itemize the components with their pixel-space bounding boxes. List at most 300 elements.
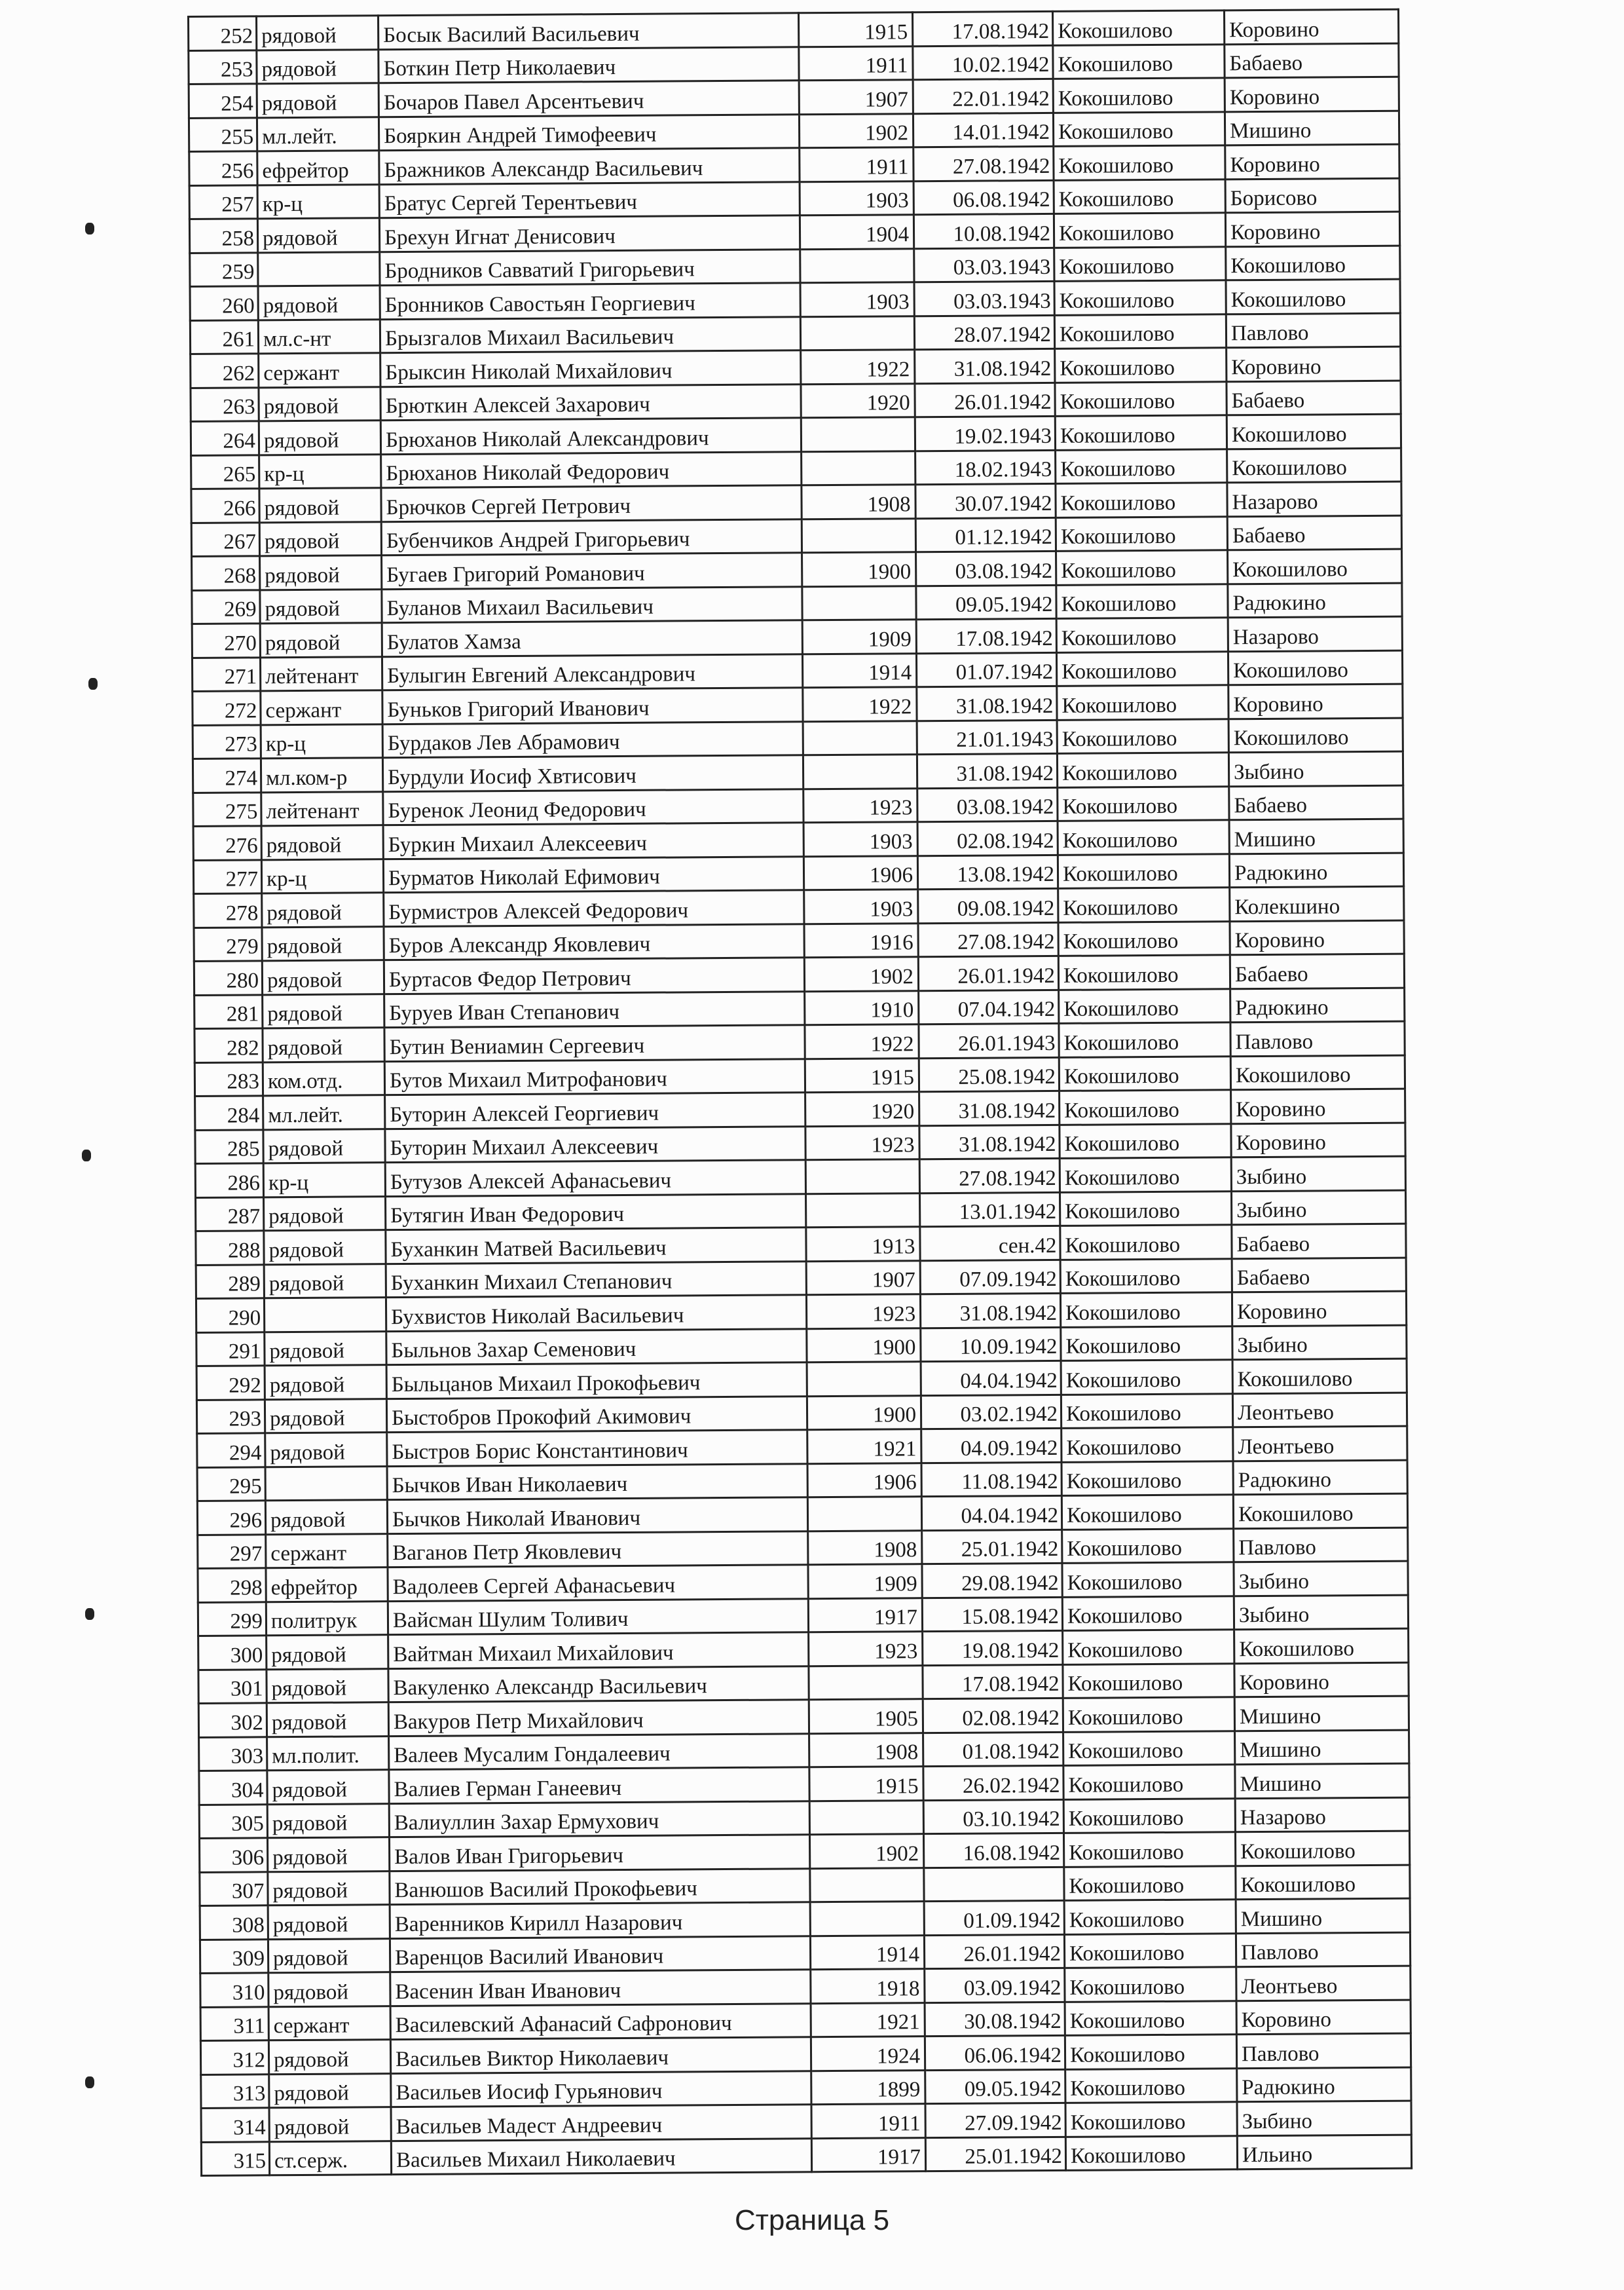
full-name-cell: Валеев Мусалим Гондалеевич [389,1733,809,1769]
row-number-cell: 308 [200,1905,268,1940]
full-name-cell: Бояркин Андрей Тимофеевич [378,114,799,150]
death-date-cell: 27.08.1942 [913,146,1054,181]
death-date-cell: 09.08.1942 [918,888,1058,923]
full-name-cell: Бутягин Иван Федорович [386,1193,806,1229]
rank-cell: рядовой [257,218,379,253]
birth-year-cell: 1922 [805,1024,919,1059]
full-name-cell: Бражников Александр Васильевич [379,148,800,184]
full-name-cell: Булатов Хамза [382,620,802,656]
full-name-cell: Валиуллин Захар Ермухович [389,1801,809,1837]
reburial-place-cell: Назарово [1227,481,1401,516]
reburial-place-cell: Мишино [1236,1898,1410,1933]
birth-year-cell [805,1159,919,1194]
reburial-place-cell: Коровино [1227,347,1401,381]
death-date-cell: 03.08.1942 [917,787,1058,822]
burial-place-cell: Кокошилово [1065,2035,1236,2069]
death-date-cell: 03.03.1943 [914,248,1054,282]
death-date-cell: 11.08.1942 [921,1462,1061,1497]
reburial-place-cell: Назарово [1228,616,1402,651]
full-name-cell: Брюханов Николай Александрович [380,418,801,454]
death-date-cell [924,1867,1064,1902]
reburial-place-cell: Зыбино [1231,1156,1405,1191]
row-number-cell: 307 [200,1871,268,1905]
row-number-cell: 262 [191,354,259,388]
full-name-cell: Бочаров Павел Арсентьевич [378,81,799,117]
full-name-cell: Бычков Николай Иванович [387,1497,807,1533]
rank-cell: рядовой [268,1905,390,1940]
rank-cell: рядовой [268,2040,390,2074]
full-name-cell: Бутин Вениамин Сергеевич [384,1025,805,1061]
row-number-cell: 299 [198,1602,266,1636]
full-name-cell: Бухвистов Николай Васильевич [386,1295,806,1331]
burial-place-cell: Кокошилово [1059,1056,1230,1091]
burial-place-cell: Кокошилово [1054,280,1226,315]
death-date-cell: сен.42 [920,1226,1060,1260]
burial-place-cell: Кокошилово [1064,1900,1236,1934]
full-name-cell: Бутузов Алексей Афанасьевич [385,1160,805,1196]
burial-place-cell: Кокошилово [1064,1933,1236,1968]
death-date-cell: 01.08.1942 [923,1732,1063,1767]
death-date-cell: 01.09.1942 [924,1900,1064,1935]
row-number-cell: 295 [197,1467,265,1501]
death-date-cell: 04.04.1942 [921,1495,1061,1530]
reburial-place-cell: Коровино [1228,684,1403,719]
full-name-cell: Буркин Михаил Алексеевич [383,823,803,859]
birth-year-cell: 1921 [807,1429,921,1464]
reburial-place-cell: Кокошилово [1226,246,1400,280]
birth-year-cell: 1914 [802,653,916,688]
reburial-place-cell: Павлово [1236,1932,1410,1967]
full-name-cell: Буторин Алексей Георгиевич [385,1093,805,1129]
rank-cell: мл.с-нт [258,319,380,354]
reburial-place-cell: Радюкино [1229,853,1403,888]
birth-year-cell: 1906 [807,1463,921,1497]
birth-year-cell: 1902 [804,957,918,992]
row-number-cell: 286 [195,1163,263,1197]
reburial-place-cell: Коровино [1231,1123,1405,1157]
row-number-cell: 294 [197,1433,265,1467]
row-number-cell: 252 [189,16,257,50]
death-date-cell: 27.08.1942 [919,1158,1060,1193]
row-number-cell: 276 [193,826,261,860]
full-name-cell: Брызгалов Михаил Васильевич [380,316,800,352]
full-name-cell: Булыгин Евгений Александрович [382,654,802,690]
full-name-cell: Бугаев Григорий Романович [382,553,802,589]
row-number-cell: 300 [198,1636,267,1670]
full-name-cell: Буруев Иван Степанович [384,991,805,1027]
burial-place-cell: Кокошилово [1056,584,1228,618]
row-number-cell: 271 [192,657,260,691]
birth-year-cell [802,586,916,620]
full-name-cell: Буханкин Матвей Васильевич [386,1228,806,1264]
full-name-cell: Бычков Иван Николаевич [387,1463,807,1499]
burial-place-cell: Кокошилово [1059,1023,1230,1057]
row-number-cell: 284 [195,1096,263,1130]
burial-place-cell: Кокошилово [1055,348,1227,383]
birth-year-cell: 1917 [808,1598,922,1632]
reburial-place-cell: Мишино [1225,111,1399,145]
burial-place-cell: Кокошилово [1063,1731,1235,1765]
row-number-cell: 253 [189,50,257,84]
reburial-place-cell: Кокошилово [1234,1628,1409,1663]
row-number-cell: 257 [189,185,257,219]
rank-cell: рядовой [267,1668,388,1703]
reburial-place-cell: Зыбино [1234,1561,1408,1596]
reburial-place-cell: Коровино [1232,1291,1406,1326]
rank-cell: рядовой [259,488,381,523]
death-date-cell: 06.06.1942 [925,2035,1065,2070]
full-name-cell: Васильев Иосиф Гурьянович [391,2071,811,2107]
row-number-cell: 287 [196,1197,264,1231]
full-name-cell: Бродников Савватий Григорьевич [380,249,800,285]
death-date-cell: 02.08.1942 [923,1698,1063,1733]
burial-place-cell: Кокошилово [1061,1360,1232,1395]
burial-place-cell: Кокошилово [1063,1630,1234,1664]
birth-year-cell: 1908 [808,1530,922,1565]
birth-year-cell: 1900 [807,1328,921,1362]
reburial-place-cell: Бабаево [1232,1258,1406,1292]
burial-place-cell: Кокошилово [1056,483,1227,517]
rank-cell: рядовой [267,1702,388,1737]
death-date-cell: 26.01.1942 [918,956,1058,990]
birth-year-cell [801,417,915,452]
full-name-cell: Брюткин Алексей Захарович [380,384,801,420]
birth-year-cell: 1921 [811,2002,925,2037]
reburial-place-cell: Радюкино [1230,988,1405,1023]
reburial-place-cell: Кокошилово [1232,1359,1407,1393]
birth-year-cell [800,248,914,283]
birth-year-cell: 1922 [803,687,917,722]
row-number-cell: 259 [190,252,258,286]
full-name-cell: Вадолеев Сергей Афанасьевич [388,1565,808,1601]
row-number-cell: 313 [201,2074,269,2108]
birth-year-cell: 1903 [800,282,914,317]
full-name-cell: Буртасов Федор Петрович [384,958,804,994]
death-date-cell: 15.08.1942 [922,1597,1062,1632]
burial-place-cell: Кокошилово [1064,1866,1236,1900]
reburial-place-cell: Леонтьево [1233,1426,1407,1461]
birth-year-cell: 1915 [798,12,912,47]
row-number-cell: 263 [191,387,259,421]
birth-year-cell: 1923 [809,1632,923,1666]
row-number-cell: 269 [192,590,260,624]
row-number-cell: 261 [190,320,258,354]
reburial-place-cell: Зыбино [1228,751,1403,786]
full-name-cell: Брюханов Николай Федорович [381,451,802,487]
rank-cell: рядовой [259,386,380,421]
reburial-place-cell: Кокошилово [1228,650,1402,685]
burial-place-cell: Кокошилово [1061,1393,1232,1428]
full-name-cell: Вайтман Михаил Михайлович [388,1632,809,1668]
death-date-cell: 26.01.1943 [919,1023,1059,1058]
birth-year-cell: 1920 [805,1092,919,1127]
reburial-place-cell: Бабаево [1230,954,1404,988]
reburial-place-cell: Кокошилово [1235,1831,1409,1866]
reburial-place-cell: Кокошилово [1228,718,1403,753]
death-date-cell: 19.02.1943 [915,416,1055,451]
birth-year-cell: 1918 [811,1969,925,2004]
burial-list-table [187,9,1412,2177]
row-number-cell: 278 [194,893,262,928]
burial-place-cell: Кокошилово [1059,988,1230,1023]
rank-cell: рядовой [260,589,382,624]
row-number-cell: 314 [201,2108,269,2142]
birth-year-cell: 1899 [811,2070,925,2105]
birth-year-cell: 1909 [808,1564,922,1599]
row-number-cell: 272 [193,691,261,725]
death-date-cell: 10.09.1942 [921,1327,1061,1362]
burial-place-cell: Кокошилово [1065,1967,1236,2002]
birth-year-cell: 1908 [809,1733,923,1767]
rank-cell: кр-ц [263,1163,385,1197]
birth-year-cell: 1902 [809,1834,923,1869]
page-number: Страница 5 [734,2204,890,2236]
birth-year-cell: 1924 [811,2037,925,2071]
reburial-place-cell: Бабаево [1227,516,1401,550]
reburial-place-cell: Коровино [1225,144,1399,179]
punch-hole-mark [85,223,94,235]
birth-year-cell [806,1193,920,1228]
death-date-cell: 26.01.1942 [915,383,1055,417]
full-name-cell: Быльнов Захар Семенович [386,1328,807,1364]
full-name-cell: Боткин Петр Николаевич [378,47,799,83]
full-name-cell: Вайсман Шулим Толивич [388,1598,808,1634]
row-number-cell: 254 [189,84,257,118]
death-date-cell: 09.05.1942 [925,2069,1065,2104]
birth-year-cell [807,1497,921,1531]
full-name-cell: Васильев Мадест Андреевич [391,2105,811,2141]
rank-cell: рядовой [268,1871,390,1905]
death-date-cell: 31.08.1942 [915,348,1055,383]
death-date-cell: 06.08.1942 [913,180,1054,215]
death-date-cell: 03.03.1943 [914,281,1054,316]
reburial-place-cell: Кокошилово [1228,549,1402,584]
row-number-cell: 279 [194,927,262,961]
reburial-place-cell: Леонтьево [1236,1966,1411,2000]
burial-place-cell: Кокошилово [1054,246,1226,281]
birth-year-cell [803,721,917,755]
burial-place-cell: Кокошилово [1060,1090,1231,1125]
death-date-cell: 01.07.1942 [916,652,1056,687]
row-number-cell: 302 [198,1703,267,1737]
full-name-cell: Брыксин Николай Михайлович [380,350,801,386]
burial-place-cell: Кокошилово [1063,1798,1235,1833]
full-name-cell: Бурмистров Алексей Федорович [384,890,804,926]
rank-cell: рядовой [263,1129,385,1163]
death-date-cell: 03.10.1942 [923,1799,1063,1834]
rank-cell: рядовой [265,1365,386,1400]
birth-year-cell: 1903 [803,822,917,857]
reburial-place-cell: Ильино [1237,2135,1411,2169]
row-number-cell: 288 [196,1231,264,1265]
burial-place-cell: Кокошилово [1053,111,1225,146]
death-date-cell: 17.08.1942 [912,11,1052,46]
burial-place-cell: Кокошилово [1061,1427,1233,1462]
death-date-cell: 31.08.1942 [919,1125,1060,1159]
burial-place-cell: Кокошилово [1065,2135,1237,2170]
birth-year-cell: 1903 [800,181,913,216]
burial-place-cell: Кокошилово [1060,1258,1232,1293]
full-name-cell: Васильев Виктор Николаевич [390,2037,811,2073]
full-name-cell: Васильев Михаил Николаевич [391,2138,811,2174]
reburial-place-cell: Назарово [1235,1797,1409,1832]
rank-cell: рядовой [257,83,378,118]
reburial-place-cell: Коровино [1234,1662,1409,1697]
full-name-cell: Бронников Савостьян Георгиевич [380,283,800,319]
rank-cell: рядовой [267,1837,389,1872]
reburial-place-cell: Бабаево [1225,43,1399,78]
rank-cell [265,1466,387,1501]
punch-hole-mark [85,2076,94,2088]
reburial-place-cell: Павлово [1226,313,1400,348]
rank-cell: рядовой [265,1398,386,1433]
full-name-cell: Буланов Михаил Васильевич [382,586,802,622]
rank-cell: мл.полит. [267,1736,389,1771]
rank-cell: рядовой [265,1331,386,1366]
death-date-cell: 31.08.1942 [917,686,1057,721]
death-date-cell: 28.07.1942 [914,315,1054,350]
reburial-place-cell: Зыбино [1237,2101,1411,2135]
rank-cell: кр-ц [257,184,379,219]
full-name-cell: Ванюшов Василий Прокофьевич [390,1868,810,1904]
burial-place-cell: Кокошилово [1058,921,1230,956]
birth-year-cell [810,1868,924,1902]
full-name-cell: Валиев Герман Ганеевич [389,1767,809,1803]
row-number-cell: 274 [193,759,261,793]
burial-place-cell: Кокошилово [1062,1528,1234,1563]
birth-year-cell: 1902 [799,113,913,148]
reburial-place-cell: Бабаево [1232,1224,1406,1258]
reburial-place-cell: Леонтьево [1232,1393,1407,1427]
rank-cell: рядовой [264,1264,386,1298]
reburial-place-cell: Мишино [1234,1696,1409,1731]
reburial-place-cell: Колекшино [1230,886,1404,921]
birth-year-cell [802,518,915,553]
death-date-cell: 14.01.1942 [913,113,1053,147]
death-date-cell: 07.09.1942 [920,1260,1060,1294]
birth-year-cell: 1908 [802,485,915,519]
birth-year-cell: 1905 [809,1699,923,1734]
burial-place-cell: Кокошилово [1060,1225,1232,1260]
rank-cell: рядовой [260,555,382,590]
rank-cell: рядовой [263,1028,384,1062]
rank-cell: рядовой [259,421,380,455]
full-name-cell: Быстров Борис Константинович [387,1430,807,1466]
reburial-place-cell: Коровино [1236,2000,1411,2035]
birth-year-cell: 1923 [805,1125,919,1160]
birth-year-cell: 1900 [802,552,916,587]
birth-year-cell: 1910 [805,990,919,1025]
rank-cell: рядовой [257,49,378,84]
row-number-cell: 270 [192,624,260,658]
full-name-cell: Буров Александр Яковлевич [384,924,804,960]
rank-cell: рядовой [267,1803,389,1838]
row-number-cell: 290 [196,1298,264,1332]
burial-place-cell: Кокошилово [1058,820,1229,855]
burial-place-cell: Кокошилово [1063,1765,1235,1799]
birth-year-cell: 1915 [809,1767,923,1801]
burial-place-cell: Кокошилово [1060,1123,1231,1158]
death-date-cell: 17.08.1942 [923,1664,1063,1699]
full-name-cell: Бутов Михаил Митрофанович [384,1059,805,1095]
rank-cell: лейтенант [261,791,383,826]
birth-year-cell: 1904 [800,215,913,250]
reburial-place-cell: Мишино [1235,1763,1409,1798]
death-date-cell: 26.01.1942 [924,1934,1064,1969]
burial-place-cell: Кокошилово [1054,213,1225,248]
row-number-cell: 291 [196,1332,265,1366]
row-number-cell: 305 [199,1804,267,1838]
rank-cell [264,1298,386,1332]
rank-cell: рядовой [264,1230,386,1265]
rank-cell: рядовой [268,1938,390,1973]
full-name-cell: Быльцанов Михаил Прокофьевич [386,1362,807,1398]
burial-place-cell: Кокошилово [1056,550,1228,585]
row-number-cell: 293 [196,1399,265,1433]
birth-year-cell [810,1902,924,1936]
birth-year-cell: 1913 [806,1227,920,1262]
row-number-cell: 255 [189,117,257,151]
burial-place-cell: Кокошилово [1065,2000,1236,2035]
row-number-cell: 256 [189,151,257,185]
death-date-cell: 04.04.1942 [921,1361,1061,1395]
birth-year-cell: 1907 [806,1260,920,1295]
rank-cell: рядовой [262,926,384,961]
death-date-cell: 25.08.1942 [919,1057,1059,1092]
death-date-cell: 25.01.1942 [922,1530,1062,1564]
death-date-cell: 25.01.1942 [925,2137,1065,2171]
reburial-place-cell: Коровино [1224,9,1398,44]
rank-cell: мл.лейт. [257,117,378,151]
burial-place-cell: Кокошилово [1056,516,1227,551]
rank-cell: рядовой [264,1196,386,1231]
burial-place-cell: Кокошилово [1058,854,1229,888]
birth-year-cell [809,1665,923,1700]
burial-place-cell: Кокошилово [1054,314,1226,348]
reburial-place-cell: Зыбино [1234,1595,1408,1630]
full-name-cell: Вакуров Петр Михайлович [388,1700,809,1736]
punch-hole-mark [82,1150,91,1161]
full-name-cell: Варенцов Василий Иванович [390,1936,810,1972]
death-date-cell: 16.08.1942 [923,1833,1063,1868]
row-number-cell: 304 [199,1771,267,1805]
row-number-cell: 315 [201,2141,269,2175]
row-number-cell: 273 [193,724,261,759]
reburial-place-cell: Кокошилово [1227,448,1401,483]
reburial-place-cell: Радюкино [1237,2067,1411,2102]
death-date-cell: 29.08.1942 [922,1563,1062,1598]
full-name-cell: Васенин Иван Иванович [390,1970,811,2006]
reburial-place-cell: Зыбино [1232,1325,1407,1360]
reburial-place-cell: Кокошилово [1226,279,1400,314]
birth-year-cell: 1914 [810,1935,924,1970]
row-number-cell: 301 [198,1669,267,1703]
full-name-cell: Бубенчиков Андрей Григорьевич [381,519,802,555]
reburial-place-cell: Павлово [1230,1021,1405,1056]
table-body [189,9,1412,2175]
row-number-cell: 277 [193,859,261,893]
death-date-cell: 04.09.1942 [921,1428,1061,1463]
row-number-cell: 310 [200,1973,268,2007]
reburial-place-cell: Коровино [1230,920,1404,955]
full-name-cell: Бурдаков Лев Абрамович [382,721,803,757]
rank-cell: сержант [259,353,380,388]
reburial-place-cell: Коровино [1225,212,1399,246]
full-name-cell: Василевский Афанасий Сафронович [390,2003,811,2039]
death-date-cell: 09.05.1942 [916,585,1056,620]
rank-cell: рядовой [267,1635,388,1670]
rank-cell: рядовой [265,1433,387,1467]
